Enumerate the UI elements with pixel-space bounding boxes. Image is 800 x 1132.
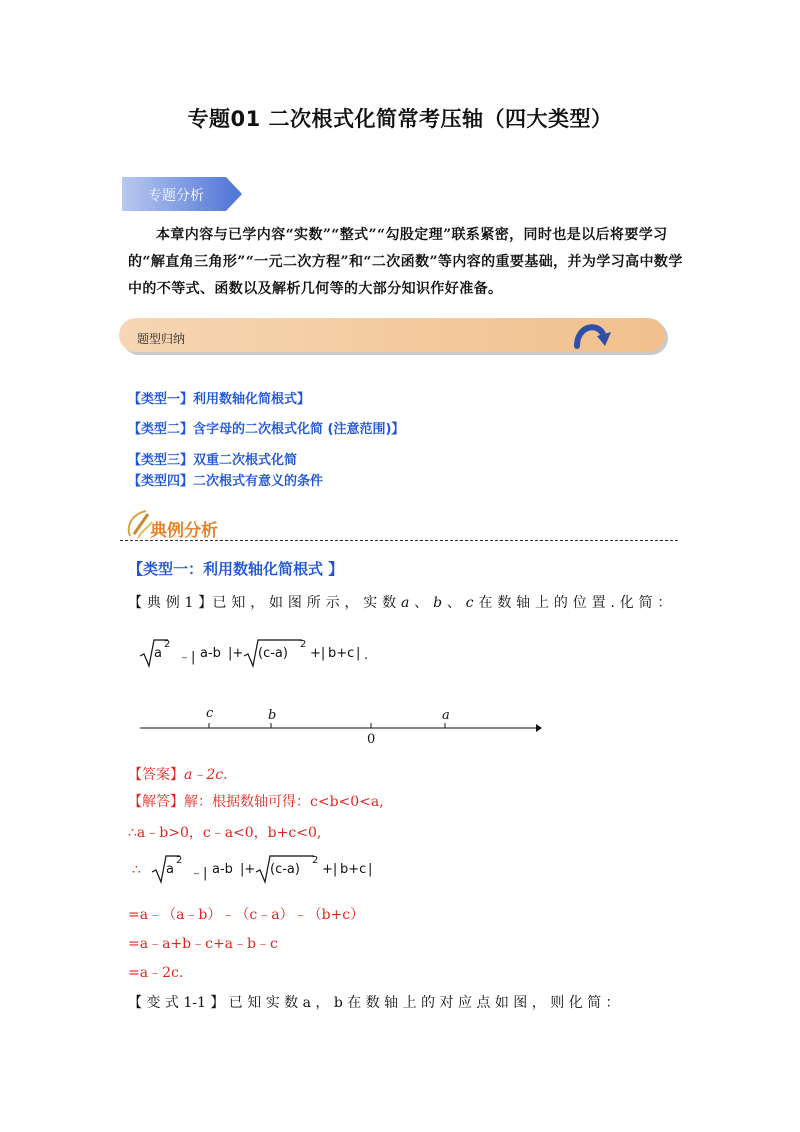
variant-1-1-text: 【 变 式 1-1 】 已 知 实 数 a ， b 在 数 轴 上 的 对 应 点 如 图 ， 则 化 简 ： [128,995,620,1011]
radicand: a [154,646,162,661]
abs-content: a-b [200,646,221,661]
section-banner-analysis [122,177,242,211]
number-line [140,706,542,750]
analysis-tag: 【解答】 [128,794,184,810]
solution-step-2: =a﹣a+b﹣c+a﹣b﹣c [128,936,278,952]
var-c: c [465,595,474,611]
section-heading-type1: 【类型一：利用数轴化简根式 】 [128,560,344,578]
analysis-line-2: ∴a﹣b>0，c﹣a<0，b+c<0, [128,825,322,841]
exponent: 2 [176,855,183,866]
abs-content: a-b [212,862,233,877]
toc-item-1[interactable]: 【类型一】利用数轴化简根式】 [128,392,311,407]
point-c-label: c [206,706,214,721]
section-banner-types [119,318,671,358]
var-b: b [433,595,443,611]
separator: 、 [446,595,462,611]
exponent: 2 [312,855,319,866]
example-1-prefix: 【 典 例 1 】已 知 ， 如 图 所 示 ， 实 数 [128,595,397,611]
answer-tag: 【答案】 [128,767,184,783]
analysis-line [128,791,684,811]
radicand: (c-a) [270,862,300,877]
banner-rounded-shape [119,318,671,358]
example-header: 典例分析 [150,521,218,541]
radicand: (c-a) [258,646,288,661]
banner-label: 题型归纳 [137,332,186,346]
solution-step-1: =a﹣（a﹣b）﹣（c﹣a）﹣（b+c） [128,907,365,923]
abs-content: b+c [340,862,367,877]
period: . [364,648,369,663]
exponent: 2 [164,639,171,650]
solution-step-3: =a﹣2c. [128,965,184,981]
radicand: a [166,862,174,877]
banner-label: 专题分析 [148,188,204,204]
toc-item-4[interactable]: 【类型四】二次根式有意义的条件 [128,474,324,489]
origin-label: 0 [367,732,376,747]
dashed-divider [120,540,678,541]
therefore-symbol: ∴ [132,862,141,878]
answer-value: a﹣2c. [184,767,228,783]
abs-content: b+c [328,646,355,661]
separator: 、 [414,595,429,611]
point-a-label: a [442,708,450,723]
analysis-text: 解：根据数轴可得：c<b<0<a, [184,794,384,810]
page-title: 专题01 二次根式化简常考压轴（四大类型） [187,107,613,131]
example-1-suffix: 在 数 轴 上 的 位 置 . 化 简 ： [478,595,672,611]
var-a: a [401,595,410,611]
intro-paragraph: 本章内容与已学内容“实数”“整式”“勾股定理”联系紧密，同时也是以后将要学习的“解直角三角形”“一元二次方程”和“二次函数”等内容的重要基础，并为学习高中数学中的不等式、函数以及解析几何等的大部分知识作好准备。 [128,227,683,297]
toc-item-3[interactable]: 【类型三】双重二次根式化简 [128,453,298,468]
toc-item-2[interactable]: 【类型二】含字母的二次根式化简 (注意范围)】 [128,422,405,437]
expression-repeat: a 2 ﹣| a-b |+ (c-a) 2 +| b+c | [150,854,390,884]
exponent: 2 [300,639,307,650]
point-b-label: b [268,708,277,723]
expression: a 2 ﹣| a-b |+ (c-a) 2 +| b+c | . [138,638,378,668]
answer-line [128,764,684,784]
example-1-text [128,592,684,612]
